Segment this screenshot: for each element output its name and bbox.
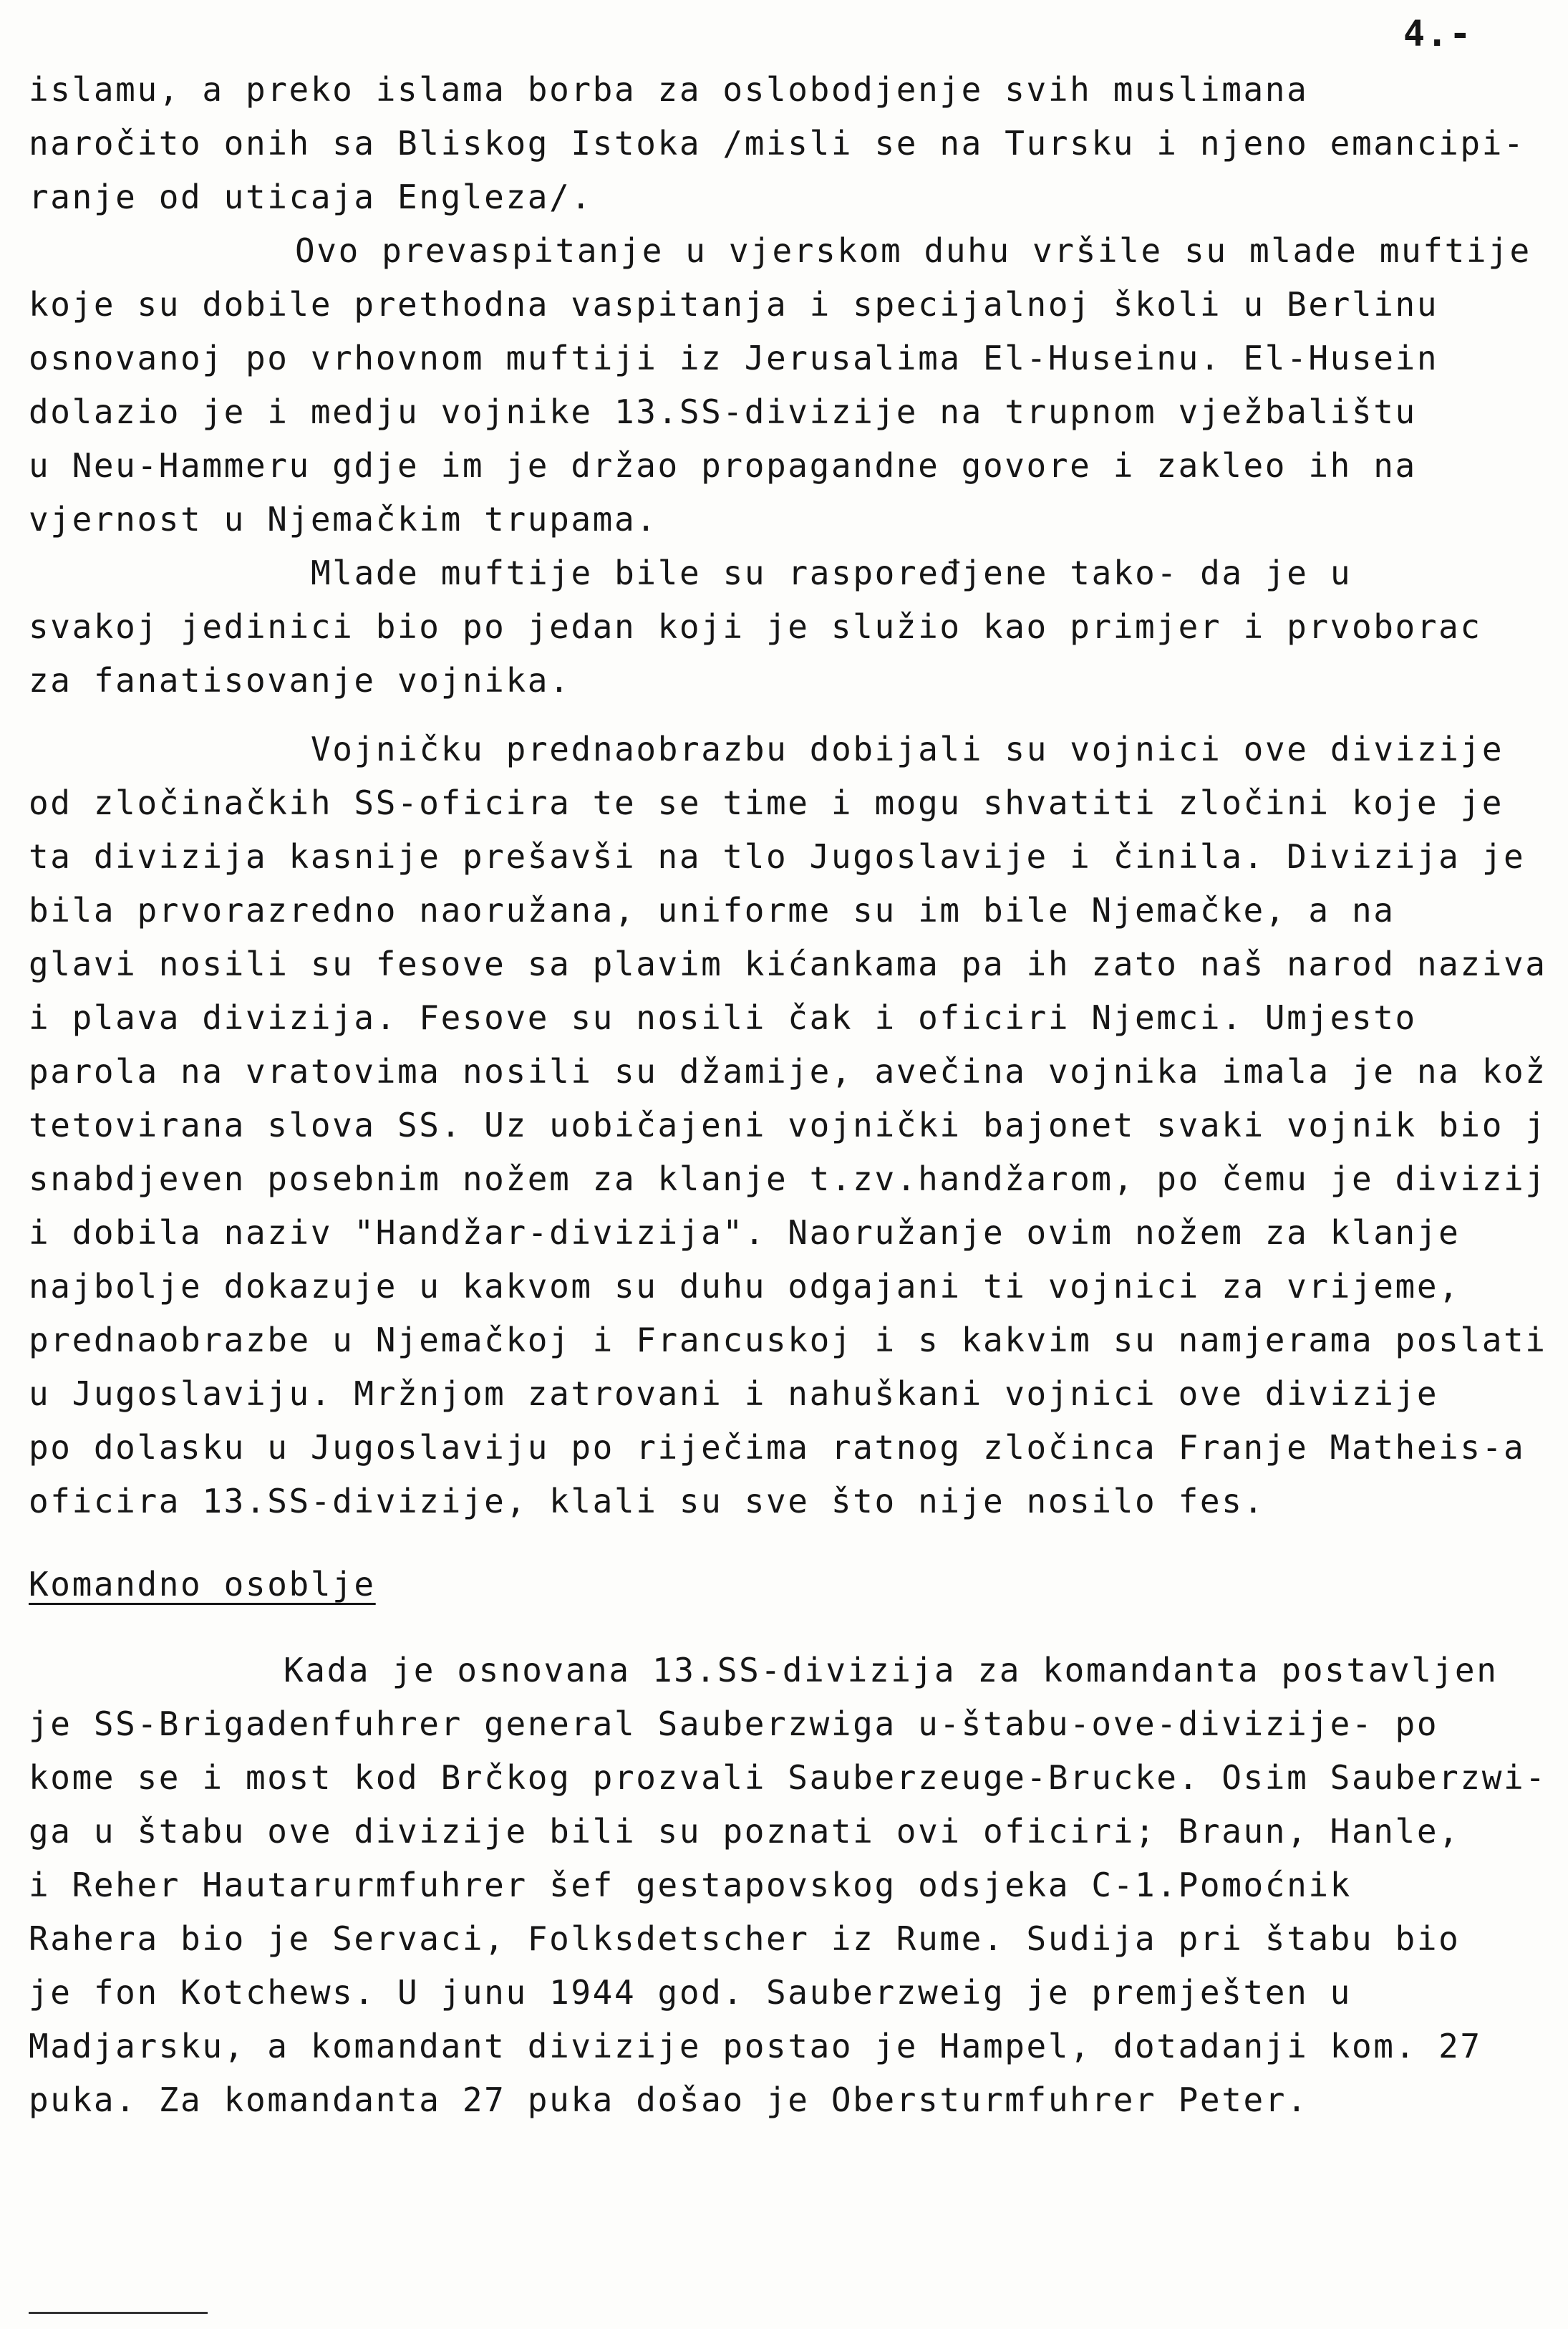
text-line: po dolasku u Jugoslaviju po riječima ratnog zločinca Franje Matheis-a [29,1428,1526,1467]
section-heading: Komandno osoblje [29,1565,376,1604]
text-line: snabdjeven posebnim nožem za klanje t.zv.handžarom, po čemu je divizij [29,1159,1547,1198]
text-line: oficira 13.SS-divizije, klali su sve što nije nosilo fes. [29,1482,1265,1520]
text-line: je fon Kotchews. U junu 1944 god. Sauberzweig je premješten u [29,1973,1352,2012]
text-line: islamu, a preko islama borba za oslobodjenje svih muslimana [29,70,1309,109]
text-line: Madjarsku, a komandant divizije postao je Hampel, dotadanji kom. 27 [29,2027,1482,2065]
text-line: najbolje dokazuje u kakvom su duhu odgajani ti vojnici za vrijeme, [29,1267,1461,1306]
text-line: i Reher Hautarurmfuhrer šef gestapovskog odsjeka C-1.Pomoćnik [29,1866,1352,1904]
text-line: u Jugoslaviju. Mržnjom zatrovani i nahuškani vojnici ove divizije [29,1374,1439,1413]
text-line: dolazio je i medju vojnike 13.SS-divizije na trupnom vježbalištu [29,392,1417,431]
text-line: parola na vratovima nosili su džamije, avečina vojnika imala je na kož [29,1052,1547,1091]
text-line: bila prvorazredno naoružana, uniforme su im bile Njemačke, a na [29,891,1395,930]
text-line: naročito onih sa Bliskog Istoka /misli se na Tursku i njeno emancipi- [29,124,1526,163]
text-line: Vojničku prednaobrazbu dobijali su vojnici ove divizije [311,730,1504,768]
text-line: kome se i most kod Brčkog prozvali Sauberzeuge-Brucke. Osim Sauberzwi- [29,1758,1547,1797]
text-line: ga u štabu ove divizije bili su poznati ovi oficiri; Braun, Hanle, [29,1812,1461,1851]
footnote-divider [29,2312,208,2314]
text-line: ta divizija kasnije prešavši na tlo Jugoslavije i činila. Divizija je [29,837,1526,876]
text-line: ranje od uticaja Engleza/. [29,178,593,216]
text-line: prednaobrazbe u Njemačkoj i Francuskoj i s kakvim su namjerama poslati [29,1321,1547,1359]
text-line: i dobila naziv "Handžar-divizija". Naoružanje ovim nožem za klanje [29,1213,1461,1252]
text-line: je SS-Brigadenfuhrer general Sauberzwiga u-štabu-ove-divizije- po [29,1704,1439,1743]
text-line: Ovo prevaspitanje u vjerskom duhu vršile su mlade muftije [295,231,1531,270]
text-line: koje su dobile prethodna vaspitanja i specijalnoj školi u Berlinu [29,285,1439,324]
text-line: i plava divizija. Fesove su nosili čak i oficiri Njemci. Umjesto [29,998,1417,1037]
text-line: puka. Za komandanta 27 puka došao je Obersturmfuhrer Peter. [29,2080,1309,2119]
page-number: 4.- [1403,13,1473,54]
text-line: glavi nosili su fesove sa plavim kićankama pa ih zato naš narod naziva [29,945,1547,983]
text-line: u Neu-Hammeru gdje im je držao propagandne govore i zakleo ih na [29,446,1417,485]
paragraph-block-religious-training [29,63,1554,708]
text-line: Kada je osnovana 13.SS-divizija za komandanta postavljen [284,1651,1499,1689]
text-line: osnovanoj po vrhovnom muftiji iz Jerusalima El-Huseinu. El-Husein [29,339,1439,377]
text-line: za fanatisovanje vojnika. [29,661,571,700]
paragraph-block-military-training [29,723,1554,1528]
paragraph-block-command-staff [29,1644,1554,2127]
text-line: vjernost u Njemačkim trupama. [29,500,658,539]
text-line: od zločinačkih SS-oficira te se time i mogu shvatiti zločini koje je [29,783,1504,822]
text-line: svakoj jedinici bio po jedan koji je služio kao primjer i prvoborac [29,607,1482,646]
text-line: tetovirana slova SS. Uz uobičajeni vojnički bajonet svaki vojnik bio j [29,1106,1547,1144]
text-line: Rahera bio je Servaci, Folksdetscher iz Rume. Sudija pri štabu bio [29,1919,1461,1958]
text-line: Mlade muftije bile su raspoređjene tako- da je u [311,554,1352,592]
